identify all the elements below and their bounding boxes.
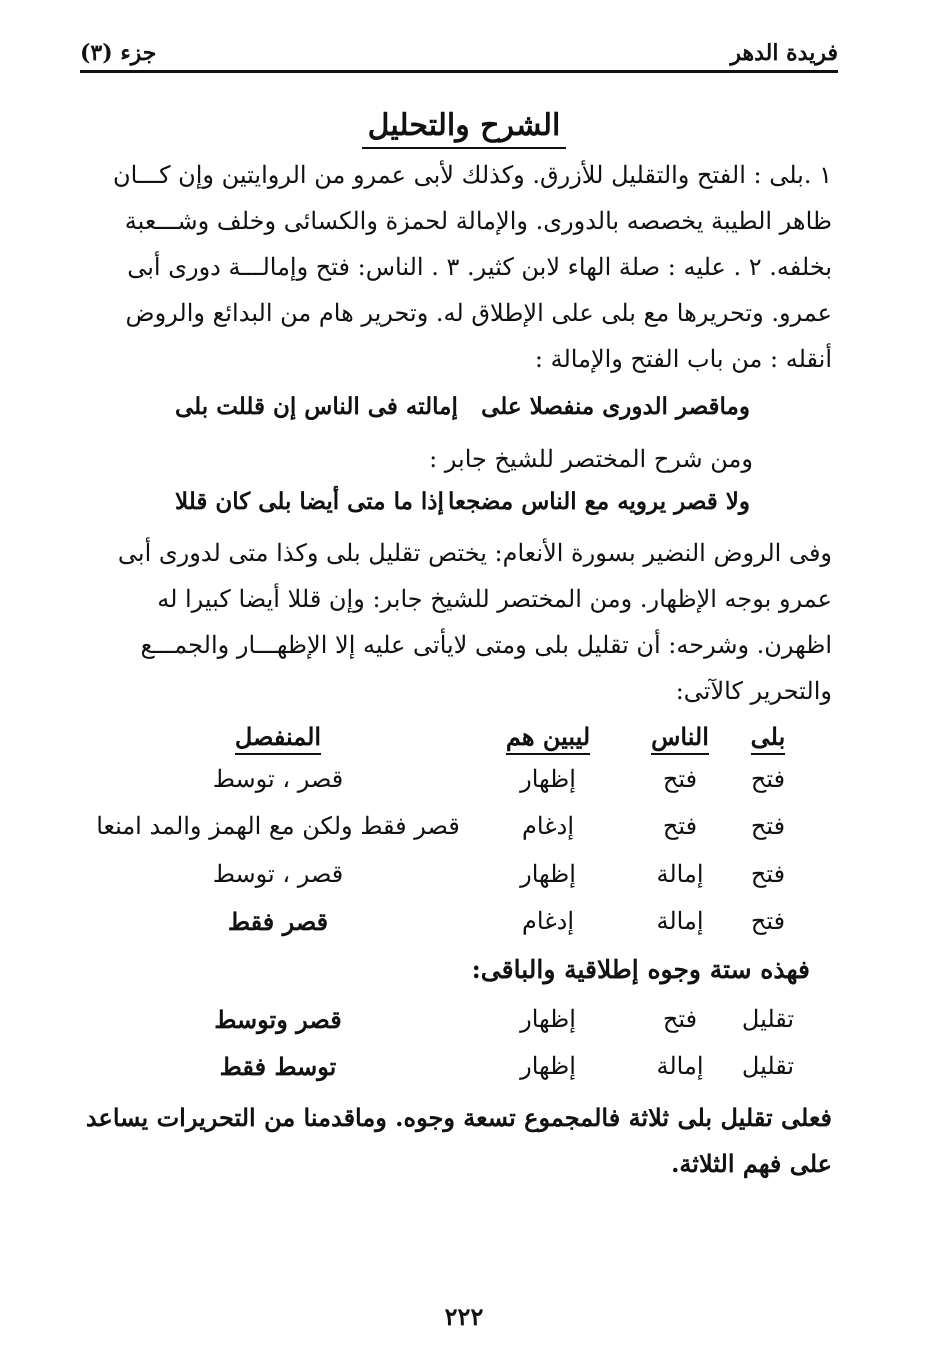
paragraph-line: بخلفه. ٢ . عليه : صلة الهاء لابن كثير. ٣ . الناس: فتح وإمالـــة دورى أبى — [127, 253, 832, 281]
paragraph-line: أنقله : من باب الفتح والإمالة : — [534, 345, 832, 373]
table-cell: قصر ، توسط — [212, 765, 344, 793]
table-cell: فتح — [662, 765, 698, 793]
page-number: ٢٢٢ — [444, 1302, 484, 1331]
table-cell: إدغام — [521, 812, 575, 840]
paragraph-line: ظاهر الطيبة يخصصه بالدورى. والإمالة لحمزة والكسائى وخلف وشـــعبة — [124, 207, 832, 235]
paragraph-line: ١ .بلى : الفتح والتقليل للأزرق. وكذلك لأبى عمرو من الروايتين وإن كـــان — [113, 161, 832, 189]
volume-label: جزء (٣) — [80, 40, 157, 66]
table-cell: فتح — [662, 1005, 698, 1033]
table-cell: إمالة — [656, 907, 704, 935]
table-cell: تقليل — [741, 1052, 795, 1080]
table-cell: فتح — [750, 765, 786, 793]
table-cell: إمالة — [656, 1052, 704, 1080]
table-cell: فتح — [750, 812, 786, 840]
table-cell: إظهار — [520, 1005, 576, 1033]
verse-hemistich-left: إمالته فى الناس إن قللت بلى — [175, 393, 458, 420]
book-title: فريدة الدهر — [730, 40, 838, 66]
table-header: المنفصل — [188, 722, 368, 755]
table-header: ليبين هم — [493, 722, 603, 755]
paragraph-line: على فهم الثلاثة. — [671, 1149, 832, 1178]
table-cell: قصر وتوسط — [214, 1005, 342, 1034]
verse-hemistich-right: ولا قصر يرويه مع الناس مضجعا — [447, 488, 750, 515]
table-cell: فتح — [662, 812, 698, 840]
section-title: الشرح والتحليل — [0, 108, 928, 143]
table-cell: توسط فقط — [219, 1052, 337, 1081]
table-cell: فتح — [750, 907, 786, 935]
verse-1 — [175, 393, 750, 420]
paragraph-line: فعلى تقليل بلى ثلاثة فالمجموع تسعة وجوه. وماقدمنا من التحريرات يساعد — [85, 1103, 832, 1132]
table-cell: إظهار — [520, 765, 576, 793]
table-cell: إدغام — [521, 907, 575, 935]
table-cell: إظهار — [520, 1052, 576, 1080]
table-cell: قصر ، توسط — [212, 860, 344, 888]
paragraph-line: والتحرير كالآتى: — [675, 677, 832, 705]
summary-line: فهذه ستة وجوه إطلاقية والباقى: — [471, 955, 810, 984]
table-cell: إمالة — [656, 860, 704, 888]
verse-2 — [175, 488, 750, 515]
conclusion — [77, 1095, 832, 1187]
table-cell: فتح — [750, 860, 786, 888]
table-cell: تقليل — [741, 1005, 795, 1033]
table-cell: قصر فقط ولكن مع الهمز والمد امنعا — [96, 812, 460, 840]
page-header — [80, 30, 838, 73]
verse-hemistich-right: وماقصر الدورى منفصلا على — [481, 393, 750, 420]
paragraph-2 — [77, 530, 832, 714]
paragraph-line: عمرو بوجه الإظهار. ومن المختصر للشيخ جابر: وإن قللا أيضا كبيرا له — [157, 585, 832, 613]
table-header: الناس — [640, 722, 720, 755]
paragraph-1 — [77, 152, 832, 382]
verse-hemistich-left: إذا ما متى أيضا بلى كان قللا — [175, 488, 444, 515]
table-cell: قصر فقط — [227, 907, 329, 936]
table-header: بلى — [733, 722, 803, 755]
paragraph-line: اظهرن. وشرحه: أن تقليل بلى ومتى لايأتى عليه إلا الإظهـــار والجمـــع — [140, 631, 832, 659]
table-cell: إظهار — [520, 860, 576, 888]
paragraph-line: عمرو. وتحريرها مع بلى على الإطلاق له. وتحرير هام من البدائع والروض — [125, 299, 832, 327]
intro-line: ومن شرح المختصر للشيخ جابر : — [429, 445, 753, 473]
paragraph-line: وفى الروض النضير بسورة الأنعام: يختص تقليل بلى وكذا متى لدورى أبى — [117, 539, 832, 567]
